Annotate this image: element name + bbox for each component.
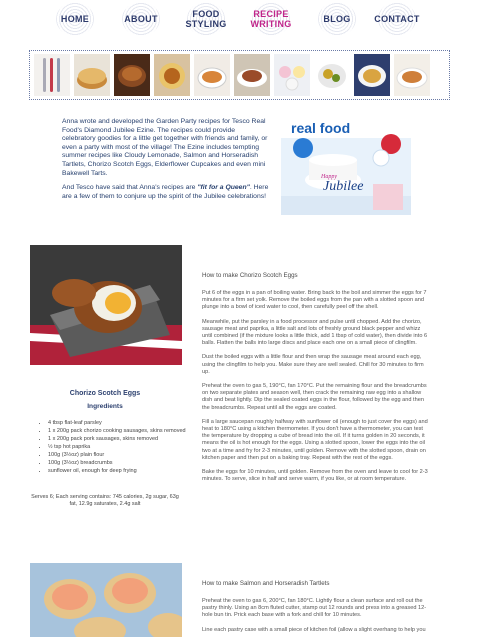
nav-home-label: HOME: [60, 14, 90, 24]
ingredients-list: [38, 420, 198, 476]
method-step: Preheat the oven to gas 5, 190°C, fan 170°C. Put the remaining flour and the breadcrumbs on two separate plates and season well, then crack the remaining raw egg into a shallow dish and beat lightly. Dip the sealed coated eggs in the flour, followed by the egg and then the breadcrumbs. Repeat until all the eggs are coated.: [202, 383, 427, 411]
magazine-brand: real food: [291, 120, 351, 136]
nav-food-styling[interactable]: [187, 2, 225, 36]
thumbnail-roast[interactable]: [234, 54, 270, 96]
thumbnail-pasta[interactable]: [354, 54, 390, 96]
ingredients-heading: Ingredients: [87, 403, 123, 410]
ingredient-item: • sunflower oil, enough for deep frying: [48, 468, 198, 475]
method-salmon-tartlets: [202, 598, 428, 641]
thumbnail-cutlery[interactable]: [34, 54, 70, 96]
ingredient-item: • 4 tbsp flat-leaf parsley: [48, 420, 198, 427]
method-step: Line each pastry case with a small piece of kitchen foil (allow a slight overhang to help you: [202, 626, 426, 633]
ingredient-item: • ½ tsp hot paprika: [48, 444, 198, 451]
ingredient-item: • 100g (3½oz) plain flour: [48, 452, 198, 459]
method-step: Bake the eggs for 10 minutes, until golden. Remove from the oven and leave to cool for 2-3 minutes. To serve, slice in half and serve warm, if you like, or at room temperature.: [202, 469, 428, 483]
thumbnail-bread[interactable]: [114, 54, 150, 96]
nav-food-styling-label: FOOD STYLING: [185, 9, 227, 29]
nav-about-label: ABOUT: [124, 14, 158, 24]
intro-paragraph-2: And Tesco have said that Anna's recipes are "fit for a Queen". Here are a few of them to conjure up the spirit of the Jubilee celebrations!: [62, 184, 269, 200]
intro-text: [62, 118, 269, 207]
nav-recipe-writing-label: RECIPE WRITING: [250, 9, 292, 29]
intro-paragraph-1: Anna wrote and developed the Garden Party recipes for Tesco Real Food's Diamond Jubilee Ezine. The recipes could provide celebratory goodies for a little get together with friends and family, or even a party with most of the village! The Ezine includes tempting summer recipes like Cloudy Lemonade, Salmon and Horseradish Tartlets, Chorizo Scotch Eggs, Elderflower Cupcakes and even mini Bakewell Tarts.: [62, 118, 268, 177]
thumbnail-salad[interactable]: [314, 54, 350, 96]
scotch-eggs-photo: [30, 245, 182, 365]
thumbnail-cupcakes[interactable]: [274, 54, 310, 96]
method-step: Meanwhile, put the parsley in a food processor and pulse until chopped. Add the chorizo, sausage meat and paprika, a little salt and lots of freshly ground black pepper and whizz until combined (if the mixture looks a little thick, add 1 tbsp of cold water), then divide into 6 balls. Flatten the balls into large discs and place each one on a small piece of clingfilm.: [202, 318, 428, 347]
method-step: Dust the boiled eggs with a little flour and then wrap the sausage meat around each egg, using the clingfilm to help you. Make sure they are well sealed. Chill for 30 minutes to firm up.: [202, 354, 424, 375]
ingredient-item: • 100g (3½oz) breadcrumbs: [48, 460, 198, 467]
method-scotch-eggs: [202, 290, 428, 490]
nav-contact[interactable]: [374, 2, 420, 36]
nav-about[interactable]: [122, 2, 160, 36]
method-step: Fill a large saucepan roughly halfway with sunflower oil (enough to just cover the eggs) and heat to 180°C using a kitchen thermometer. If you don't have a thermometer, you can test the temperature by dropping a cube of bread into the oil. If it turns golden in 20 seconds, it means the oil is hot enough for the eggs. Using a slotted spoon, lower the eggs into the oil two at a time and fry for 2-3 minutes, until golden. Remove with the slotted spoon, drain on kitchen paper and then put on a baking tray. Repeat with the rest of the eggs.: [202, 418, 428, 461]
nav-recipe-writing[interactable]: [252, 2, 290, 36]
serving-info: Serves 6; Each serving contains: 745 calories, 2g sugar, 63g fat, 12.9g saturates, 2.4g salt: [31, 494, 179, 507]
method-step: Preheat the oven to gas 6, 200°C, fan 180°C. Lightly flour a clean surface and roll out the pastry thinly. Using an 8cm fluted cutter, stamp out 12 rounds and press into a greased 12-hole bun tin. Prick each base with a fork and chill for 10 minutes.: [202, 598, 427, 619]
salmon-tartlets-photo: [30, 563, 182, 637]
magazine-cover-image: [281, 118, 411, 215]
nav-contact-label: CONTACT: [374, 14, 420, 24]
method-step: Put 6 of the eggs in a pan of boiling water. Bring back to the boil and simmer the eggs for 7 minutes for a firm set yolk. Remove the boiled eggs from the pan with a slotted spoon and plunge into a bowl of iced water to cool, then carefully peel off the shell.: [202, 290, 427, 311]
ingredient-item: • 1 x 200g pack pork sausages, skins removed: [48, 436, 198, 443]
nav-home[interactable]: [56, 2, 94, 36]
thumbnail-pie[interactable]: [74, 54, 110, 96]
thumbnail-noodles[interactable]: [394, 54, 430, 96]
magazine-subtitle: Happy: [321, 174, 337, 180]
thumbnail-tart[interactable]: [154, 54, 190, 96]
recipe-name-scotch-eggs: Chorizo Scotch Eggs: [69, 390, 141, 397]
nav-blog-label: BLOG: [323, 14, 351, 24]
nav-blog[interactable]: [318, 2, 356, 36]
gallery-thumbnail-strip: [29, 50, 450, 100]
section-title-scotch-eggs: How to make Chorizo Scotch Eggs: [202, 272, 298, 279]
thumbnail-soup[interactable]: [194, 54, 230, 96]
intro-quote: "fit for a Queen": [197, 184, 250, 192]
ingredient-item: • 1 x 200g pack chorizo cooking sausages, skins removed: [48, 428, 198, 435]
magazine-title: Jubilee: [323, 179, 364, 194]
section-title-salmon-tartlets: How to make Salmon and Horseradish Tartlets: [202, 580, 330, 587]
main-navigation: [0, 0, 477, 40]
